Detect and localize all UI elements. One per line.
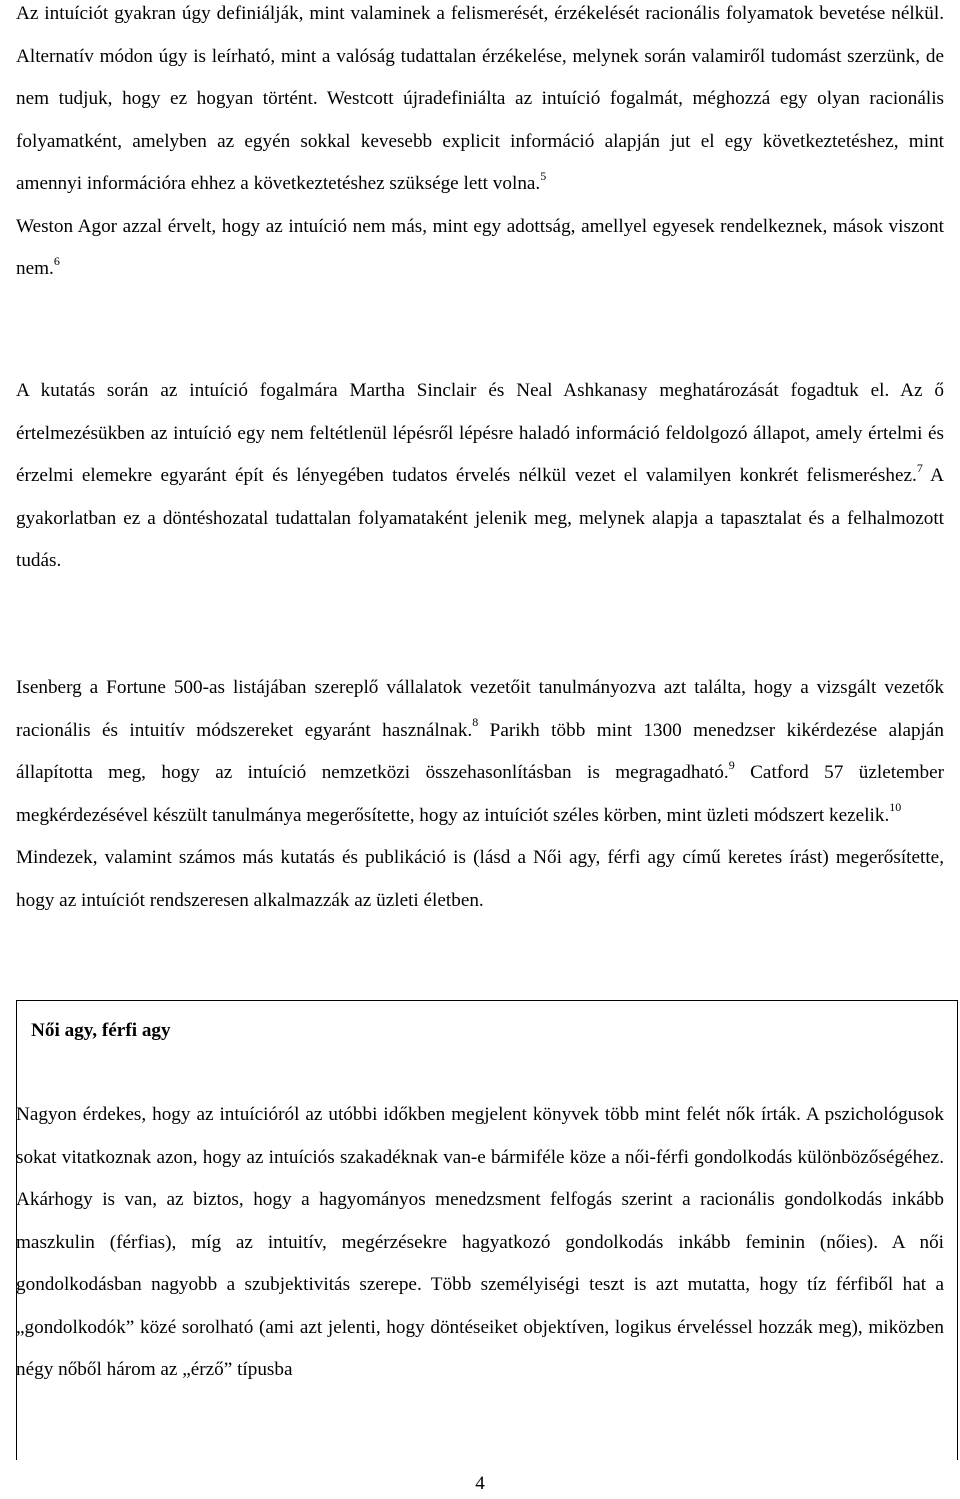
footnote-ref[interactable]: 8 — [472, 715, 479, 730]
footnote-ref[interactable]: 10 — [889, 800, 902, 815]
paragraph-text: Mindezek, valamint számos más kutatás és publikáció is (lásd a Női agy, férfi agy című keretes írást) megerősítette, hogy az intuíciót rendszeresen alkalmazzák az üzleti életben. — [16, 847, 944, 911]
footnote-ref[interactable]: 9 — [728, 757, 735, 772]
paragraph-intuition-definition — [16, 0, 944, 291]
paragraph-text: Az intuíciót gyakran úgy definiálják, mint valaminek a felismerését, érzékelését racionális folyamatok bevetése nélkül. Alternatív módon úgy is leírható, mint a valóság tudattalan érzékelése, melynek során valamiről tudomást szerzünk, de nem tudjuk, hogy ez hogyan történt. Westcott újradefiniálta az intuíció fogalmát, méghozzá egy olyan racionális folyamatként, amelyben az egyén sokkal kevesebb explicit információ alapján jut el egy következtetéshez, mint amennyi információra ehhez a következtetéshez szüksége lett volna. — [16, 3, 944, 194]
paragraph-text: A gyakorlatban ez a döntéshozatal tudattalan folyamataként jelenik meg, melynek alapja a tapasztalat és a felhalmozott tudás. — [16, 465, 944, 571]
page-number: 4 — [475, 1473, 485, 1494]
paragraph-text: Weston Agor azzal érvelt, hogy az intuíció nem más, mint egy adottság, amellyel egyesek rendelkeznek, mások viszont nem. — [16, 215, 944, 279]
paragraph-text: A kutatás során az intuíció fogalmára Martha Sinclair és Neal Ashkanasy meghatározását fogadtuk el. Az ő értelmezésükben az intuíció egy nem feltétlenül lépésről lépésre haladó információ feldolgozó állapot, amely értelmi és érzelmi elemekre egyaránt épít és lényegében tudatos érvelés nélkül vezet el valamilyen konkrét felismeréshez. — [16, 380, 944, 486]
paragraph-research-definition — [16, 370, 944, 583]
footnote-ref[interactable]: 5 — [540, 168, 547, 183]
paragraph-studies — [16, 667, 944, 922]
box-paragraph: Nagyon érdekes, hogy az intuícióról az utóbbi időkben megjelent könyvek több mint felét nők írták. A pszichológusok sokat vitatkoznak azon, hogy az intuíciós szakadéknak van-e bármiféle köze a női-férfi gondolkodás különbözőségéhez. Akárhogy is van, az biztos, hogy a hagyományos menedzsment felfogás szerint a racionális gondolkodás inkább maszkulin (férfias), míg az intuitív, megérzésekre hagyatkozó gondolkodás inkább feminin (nőies). A női gondolkodásban nagyobb a szubjektivitás szerepe. Több személyiségi teszt is azt mutatta, hogy tíz férfiből hat a „gondolkodók” közé sorolható (ami azt jelenti, hogy döntéseiket objektíven, logikus érveléssel hozzák meg), miközben négy nőből három az „érző” típusba — [16, 1104, 944, 1380]
paragraph-text: Isenberg a Fortune 500-as listájában szereplő vállalatok vezetőit tanulmányozva azt találta, hogy a vizsgált vezetők racionális és intuitív módszereket egyaránt használnak. — [16, 677, 944, 741]
footnote-ref[interactable]: 6 — [53, 253, 60, 268]
paragraph-text: Catford 57 üzletember megkérdezésével készült tanulmánya megerősítette, hogy az intuíciót széles körben, mint üzleti módszert kezelik. — [16, 762, 945, 826]
box-title: Női agy, férfi agy — [31, 1020, 171, 1041]
footnote-ref[interactable]: 7 — [916, 460, 923, 475]
paragraph-text: Parikh több mint 1300 menedzser kikérdezése alapján állapította meg, hogy az intuíció nemzetközi összehasonlításban is megragadható. — [16, 719, 944, 783]
